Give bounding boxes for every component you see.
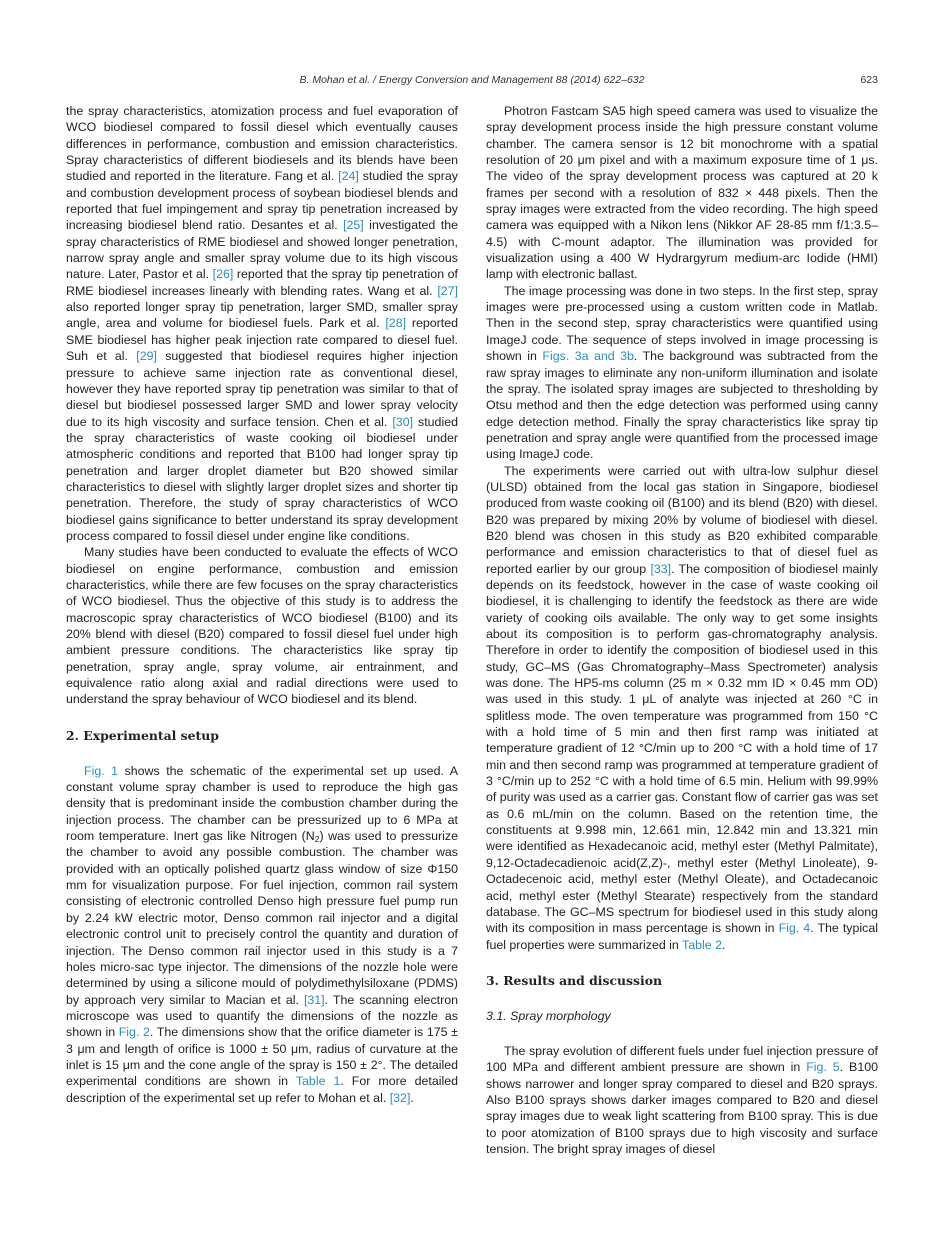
text: investigated the spray characteristics of RME biodiesel and showed longer penetration, narrow spray angle and smaller spray volume due to its high viscous nature. Later, Pastor et al. <box>66 218 458 282</box>
citation-link[interactable]: [24] <box>338 169 359 184</box>
text: The experiments were carried out with ultra-low sulphur diesel (ULSD) obtained from the local gas station in Singapore, biodiesel produced from waste cooking oil (B100) and its blend (B20) with diesel. B20 was prepared by mixing 20% by volume of biodiesel with diesel. B20 blend was chosen in this study as B20 exhibited comparable performance and emission characteristics to that of diesel fuel as reported earlier by our group <box>486 463 878 576</box>
section-heading: 3. Results and discussion <box>486 972 662 988</box>
text: studied the spray characteristics of waste cooking oil biodiesel under atmospheric conditions and reported that B100 had longer spray tip penetration and larger droplet diameter but B20 showed similar characteristics to diesel with slightly larger droplet sizes and shorter tip penetration. Therefore, the study of spray characteristics of WCO biodiesel gains significance to better understand its spray development process compared to fossil diesel under engine like conditions. <box>66 414 458 543</box>
section-heading: 2. Experimental setup <box>66 727 219 743</box>
figure-link[interactable]: Fig. 2 <box>118 1025 150 1040</box>
paragraph <box>486 1043 878 1157</box>
page-number: 623 <box>860 74 878 86</box>
paragraph <box>66 103 458 544</box>
text: ) was used to pressurize the chamber to avoid any possible combustion. The chamber was provided with an optically polished quartz glass window of size Φ150 mm for visualization purpose. For fuel injection, common rail system consisting of electronic controlled Denso high pressure fuel pump run by 2.24 kW electric motor, Denso common rail injector and a digital electronic control unit to precisely control the quantity and duration of injection. The Denso common rail injector used in this study is a 7 holes micro-sac type injector. The dimensions of the nozzle hole were determined by using a silicone mould of polydimethylsiloxane (PDMS) by approach very similar to Macian et al. <box>66 829 458 1007</box>
figure-link[interactable]: Fig. 1 <box>84 763 119 778</box>
subsection-heading: 3.1. Spray morphology <box>486 1008 611 1023</box>
figure-link[interactable]: Fig. 4 <box>778 921 811 936</box>
text: . The typical fuel properties were summarized in <box>486 921 878 952</box>
text: suggested that biodiesel requires higher injection pressure to achieve same injection rate as conventional diesel, however they have reported spray tip penetration was similar to that of diesel but biodiesel possessed larger SMD and lower spray velocity due to its high viscosity and surface tension. Chen et al. <box>66 349 458 429</box>
paragraph <box>66 763 458 1106</box>
citation-link[interactable]: [33] <box>650 561 672 576</box>
table-link[interactable]: Table 1 <box>295 1074 341 1089</box>
paragraph <box>486 463 878 953</box>
left-column <box>66 103 458 1106</box>
text: . <box>410 1090 414 1105</box>
text: shows the schematic of the experimental set up used. A constant volume spray chamber is used to reproduce the high gas density that is predominant inside the combustion chamber during the injection process. The chamber can be pressurized up to 6 MPa at room temperature. Inert gas like Nitrogen (N <box>66 763 458 844</box>
citation-link[interactable]: [30] <box>392 414 414 429</box>
paragraph <box>486 283 878 463</box>
subscript: 2 <box>314 834 320 845</box>
citation-link[interactable]: [31] <box>303 992 325 1007</box>
text: . B100 shows narrower and longer spray compared to diesel and B20 sprays. Also B100 sprays shows darker images compared to B20 and diesel spray images due to weak light scattering from B100 spray. This is due to poor atomization of B100 sprays due to high viscosity and surface tension. The bright spray images of diesel <box>486 1060 878 1156</box>
text: . For more detailed description of the experimental set up refer to Mohan et al. <box>66 1074 458 1105</box>
citation-link[interactable]: [28] <box>385 316 407 331</box>
citation-link[interactable]: [27] <box>437 283 458 298</box>
figure-link[interactable]: Fig. 5 <box>806 1060 840 1075</box>
text: . The scanning electron microscope was used to quantify the dimensions of the nozzle as shown in <box>66 992 458 1040</box>
paragraph: Many studies have been conducted to evaluate the effects of WCO biodiesel on engine performance, combustion and emission characteristics, while there are few focuses on the spray characteristics of WCO biodiesel. Thus the objective of this study is to address the macroscopic spray characteristics of WCO biodiesel (B100) and its 20% blend with diesel (B20) compared to fossil diesel fuel under high ambient pressure conditions. The characteristics like spray tip penetration, spray angle, spray volume, air entrainment, and equivalence ratio along axial and radial directions were used to understand the spray behaviour of WCO biodiesel and its blend. <box>66 545 458 707</box>
text: The spray evolution of different fuels under fuel injection pressure of 100 MPa and different ambient pressure are shown in <box>486 1043 878 1075</box>
text: studied the spray and combustion development process of soybean biodiesel blends and reported that fuel impingement and spray tip penetration increased by increasing biodiesel blend ratio. Desantes et al. <box>66 169 458 233</box>
text: the spray characteristics, atomization process and fuel evaporation of WCO biodiesel compared to fossil diesel which eventually causes differences in performance, combustion and emission characteristics. Spray characteristics of different biodiesels and its blends have been studied and reported in the literature. Fang et al. <box>66 104 458 184</box>
page-header <box>66 74 878 90</box>
text: . The dimensions show that the orifice diameter is 175 ± 3 μm and length of orifice is 1000 ± 50 μm, radius of curvature at the inlet is 15 μm and the cone angle of the spray is 150 ± 2°. The detailed experimental conditions are shown in <box>66 1025 458 1089</box>
citation-link[interactable]: [26] <box>212 267 234 282</box>
citation-link[interactable]: [29] <box>136 349 157 364</box>
text: reported SME biodiesel has higher peak injection rate compared to diesel fuel. Suh et al. <box>66 316 459 364</box>
figure-link[interactable]: Figs. 3a and 3b <box>542 349 634 364</box>
text: The image processing was done in two steps. In the first step, spray images were pre-processed using a custom written code in Matlab. Then in the second step, spray characteristics were quantified using ImageJ code. The sequence of steps involved in image processing is shown in <box>486 283 878 364</box>
right-column <box>486 103 878 1157</box>
paragraph: Photron Fastcam SA5 high speed camera was used to visualize the spray development process inside the high pressure constant volume chamber. The camera sensor is 12 bit monochrome with a spatial resolution of 20 μm pixel and with a maximum exposure time of 1 μs. The video of the spray development process was captured at 20 k frames per second with a resolution of 832 × 448 pixels. Then the spray images were extracted from the video recording. The high speed camera was equipped with a Nikon lens (Nikkor AF 28-85 mm f/1:3.5–4.5) with C-mount adaptor. The illumination was provided for visualization using a 400 W Hydrargyrum medium-arc Iodide (HMI) lamp with electronic ballast. <box>486 104 878 282</box>
citation-link[interactable]: [32] <box>389 1090 411 1105</box>
text: also reported longer spray tip penetration, larger SMD, smaller spray angle, area and volume for biodiesel fuels. Park et al. <box>66 300 458 331</box>
text: . The composition of biodiesel mainly depends on its feedstock, however in the case of waste cooking oil biodiesel, it is challenging to identify the feedstock as there are wide variety of cooking oils available. The only way to get some insights about its composition is to perform gas-chromatography analysis. Therefore in order to identify the composition of biodiesel used in this study, GC–MS (Gas Chromatography–Mass Spectrometer) analysis was done. The HP5-ms column (25 m × 0.32 mm ID × 0.45 mm OD) was used in this study. 1 μL of analyte was injected at 260 °C in splitless mode. The oven temperature was programmed from 150 °C with a hold time of 5 min and then first ramp was initiated at temperature gradient of 12 °C/min up to 200 °C with a hold time of 17 min and then second ramp was programmed at temperature gradient of 3 °C/min up to 252 °C with a hold time of 6.5 min. Helium with 99.99% of purity was used as a carrier gas. Constant flow of carrier gas was set as 0.6 mL/min on the column. Based on the retention time, the constituents at 9.998 min, 12.661 min, 12.842 min and 13.321 min were identified as Hexadecanoic acid, methyl ester (Methyl Palmitate), 9,12-Octadecadienoic acid(Z,Z)-, methyl ester (Methyl Linoleate), 9-Octadecenoic acid, methyl ester (Methyl Oleate), and Octadecanoic acid, methyl ester (Methyl Stearate) respectively from the standard database. The GC–MS spectrum for biodiesel used in this study along with its composition in mass percentage is shown in <box>486 561 878 936</box>
table-link[interactable]: Table 2 <box>682 937 723 952</box>
text: reported that the spray tip penetration of RME biodiesel increases linearly with blending rates. Wang et al. <box>66 267 458 298</box>
running-head: B. Mohan et al. / Energy Conversion and Management 88 (2014) 622–632 <box>299 74 645 86</box>
text: . <box>722 937 726 952</box>
text: . The background was subtracted from the raw spray images to eliminate any non-uniform illumination and isolate the spray. The isolated spray images are subjected to thresholding by Otsu method and then the edge detection was performed using canny edge detection method. Finally the spray characteristics like spray tip penetration and spray angle were quantified from the processed image using ImageJ code. <box>486 349 878 462</box>
citation-link[interactable]: [25] <box>343 218 364 233</box>
